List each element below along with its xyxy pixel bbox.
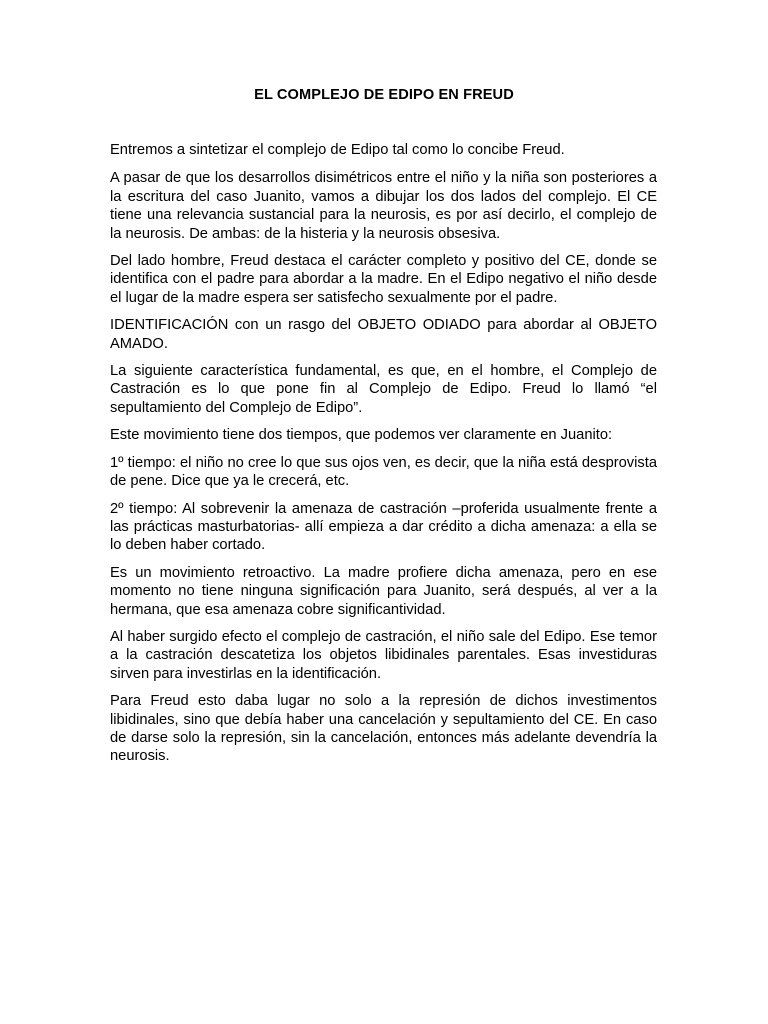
paragraph-repression: Para Freud esto daba lugar no solo a la represión de dichos investimentos libidinales, sino que debía haber una cancelación y sepultamiento del CE. En caso de darse solo la represión, sin la cancelación, entonces más adelante devendría la neurosis.	[110, 693, 657, 765]
paragraph-two-times: Este movimiento tiene dos tiempos, que podemos ver claramente en Juanito:	[110, 427, 613, 444]
paragraph-retroactive: Es un movimiento retroactivo. La madre profiere dicha amenaza, pero en ese momento no tiene ninguna significación para Juanito, será después, al ver a la hermana, que esa amenaza cobre significantividad.	[110, 564, 657, 618]
document-body	[110, 141, 657, 775]
paragraph-development: A pasar de que los desarrollos disimétricos entre el niño y la niña son posteriores a la escritura del caso Juanito, vamos a dibujar los dos lados del complejo. El CE tiene una relevancia sustancial para la neurosis, es por así decirlo, el complejo de la neurosis. De ambas: de la histeria y la neurosis obsesiva.	[110, 170, 657, 242]
paragraph-male-side: Del lado hombre, Freud destaca el carácter completo y positivo del CE, donde se identifica con el padre para abordar a la madre. En el Edipo negativo el niño desde el lugar de la madre espera ser satisfecho sexualmente por el padre.	[110, 253, 657, 306]
paragraph-identification: IDENTIFICACIÓN con un rasgo del OBJETO ODIADO para abordar al OBJETO AMADO.	[110, 317, 657, 352]
paragraph-second-time: 2º tiempo: Al sobrevenir la amenaza de castración –proferida usualmente frente a las prácticas masturbatorias- allí empieza a dar crédito a dicha amenaza: a ella se lo deben haber cortado.	[110, 500, 657, 554]
document-title: EL COMPLEJO DE EDIPO EN FREUD	[254, 87, 514, 103]
paragraph-intro: Entremos a sintetizar el complejo de Edipo tal como lo concibe Freud.	[110, 142, 565, 158]
paragraph-first-time: 1º tiempo: el niño no cree lo que sus ojos ven, es decir, que la niña está desprovista de pene. Dice que ya le crecerá, etc.	[110, 454, 657, 490]
paragraph-exit-oedipus: Al haber surgido efecto el complejo de castración, el niño sale del Edipo. Ese temor a la castración descatetiza los objetos libidinales parentales. Esas investiduras sirven para investirlas en la identificación.	[110, 628, 657, 682]
paragraph-castration-complex: La siguiente característica fundamental, es que, en el hombre, el Complejo de Castración es lo que pone fin al Complejo de Edipo. Freud lo llamó “el sepultamiento del Complejo de Edipo”.	[110, 363, 657, 416]
